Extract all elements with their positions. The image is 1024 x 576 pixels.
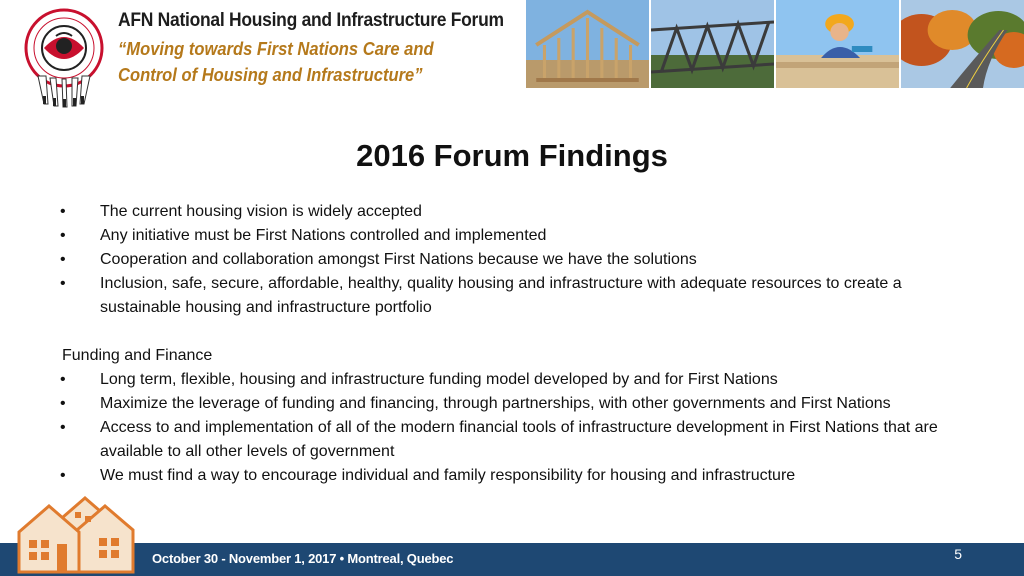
bullet-item: • Access to and implementation of all of the modern financial tools of infrastructure development in First Nations that are available to all other levels of government — [62, 416, 962, 464]
houses-icon — [15, 484, 135, 576]
slide-body — [62, 200, 962, 488]
autumn-road-photo — [901, 0, 1024, 88]
footer-bar — [0, 543, 1024, 576]
section-heading: Funding and Finance — [62, 347, 213, 364]
afn-logo-icon — [18, 6, 110, 108]
bridge-photo — [651, 0, 774, 88]
photo-strip — [526, 0, 1024, 88]
construction-worker-photo — [776, 0, 899, 88]
bullet-item: • We must find a way to encourage individual and family responsibility for housing and infrastructure — [62, 464, 962, 488]
bullet-item: • Cooperation and collaboration amongst First Nations because we have the solutions — [62, 248, 962, 272]
slide-title: 2016 Forum Findings — [356, 138, 668, 173]
tagline-line-2: Control of Housing and Infrastructure” — [118, 65, 423, 85]
page-number: 5 — [954, 546, 962, 562]
house-frame-photo — [526, 0, 649, 88]
forum-name: AFN National Housing and Infrastructure Forum — [118, 10, 504, 31]
tagline-line-1: “Moving towards First Nations Care and — [118, 39, 434, 59]
event-dates: October 30 - November 1, 2017 • Montreal, Quebec — [152, 551, 454, 566]
bullet-item: • Any initiative must be First Nations controlled and implemented — [62, 224, 962, 248]
bullet-item: • Inclusion, safe, secure, affordable, healthy, quality housing and infrastructure with adequate resources to create a sustainable housing and infrastructure portfolio — [62, 272, 962, 320]
bullet-item: • Long term, flexible, housing and infrastructure funding model developed by and for First Nations — [62, 368, 962, 392]
header-text — [118, 10, 518, 88]
bullet-item: • Maximize the leverage of funding and financing, through partnerships, with other governments and First Nations — [62, 392, 962, 416]
spacer — [62, 320, 962, 344]
bullet-item: • The current housing vision is widely accepted — [62, 200, 962, 224]
